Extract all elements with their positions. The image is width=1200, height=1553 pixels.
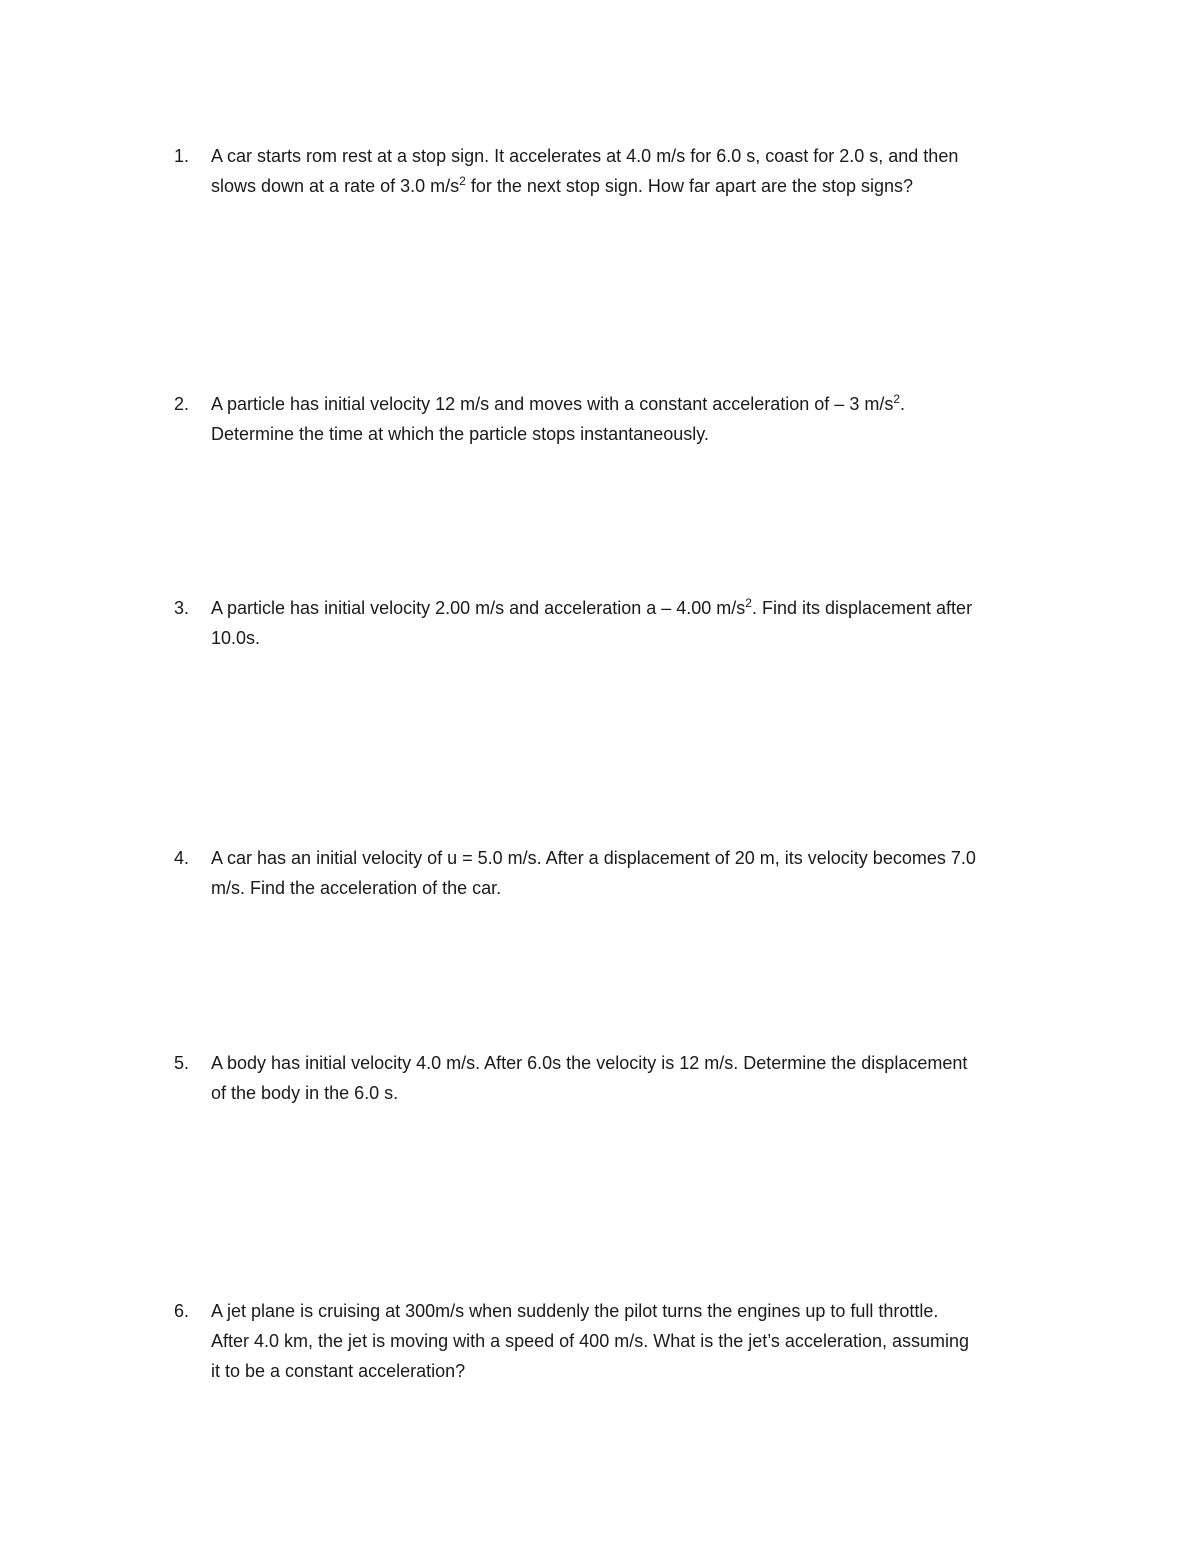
question-line: Determine the time at which the particle stops instantaneously. [211, 424, 709, 444]
question-text [211, 593, 1061, 653]
question-number: 3. [174, 598, 190, 618]
question-number: 6. [174, 1301, 190, 1321]
question-number: 4. [174, 848, 190, 868]
exponent: 2 [745, 596, 752, 610]
question-line: After 4.0 km, the jet is moving with a speed of 400 m/s. What is the jet’s acceleration, assuming [211, 1331, 970, 1351]
question-line: slows down at a rate of 3.0 $m/s^2$ for the next stop sign. How far apart are the stop signs? [211, 174, 914, 196]
question-number: 1. [174, 146, 190, 166]
question-number: 5. [174, 1053, 190, 1073]
question-text [211, 1048, 1061, 1108]
question-text [211, 141, 1061, 201]
question-line: A body has initial velocity 4.0 m/s. After 6.0s the velocity is 12 m/s. Determine the displacement [211, 1053, 968, 1073]
question-line: A jet plane is cruising at 300m/s when suddenly the pilot turns the engines up to full throttle. [211, 1301, 939, 1321]
question-text [211, 389, 1061, 449]
exponent: 2 [893, 392, 901, 406]
question-line: it to be a constant acceleration? [211, 1361, 466, 1381]
question-line: 10.0s. [211, 628, 261, 648]
question-line: of the body in the 6.0 s. [211, 1083, 399, 1103]
question-line: A particle has initial velocity 12 m/s and moves with a constant acceleration of – 3 $m/s^2$. [211, 392, 906, 414]
question-text [211, 843, 1061, 903]
question-line: A car has an initial velocity of u = 5.0 m/s. After a displacement of 20 m, its velocity becomes 7.0 [211, 848, 976, 868]
question-line: A car starts rom rest at a stop sign. It accelerates at 4.0 m/s for 6.0 s, coast for 2.0 s, and then [211, 146, 959, 166]
question-line: m/s. Find the acceleration of the car. [211, 878, 502, 898]
exponent: 2 [459, 174, 466, 188]
question-text [211, 1296, 1061, 1386]
question-number: 2. [174, 394, 190, 414]
question-line: A particle has initial velocity 2.00 m/s and acceleration a – 4.00 $m/s^2$. Find its displacement after [211, 596, 973, 618]
